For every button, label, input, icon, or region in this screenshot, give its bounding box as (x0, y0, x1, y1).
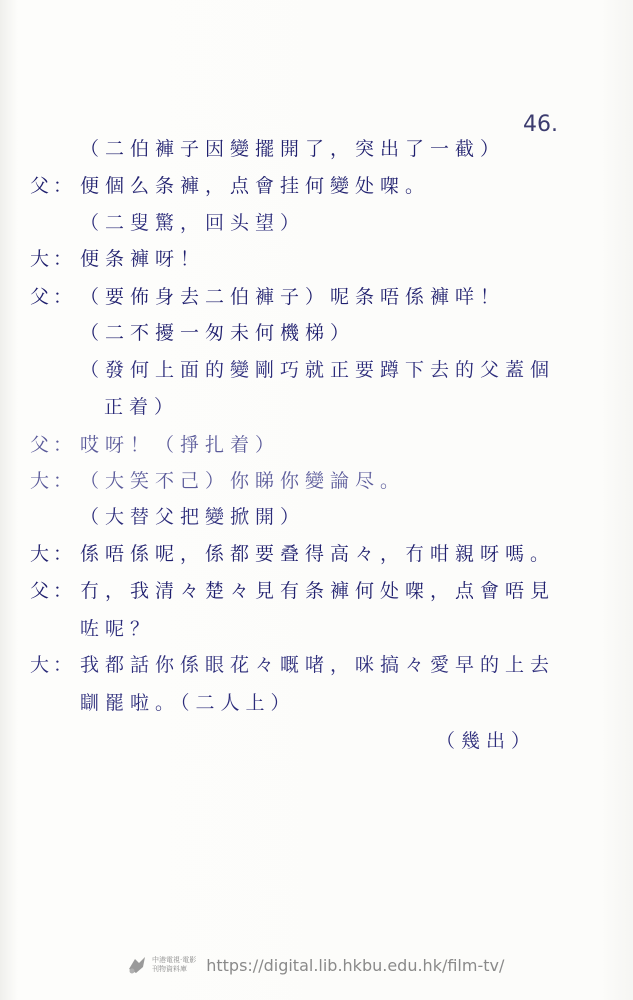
speaker-label: 大： (30, 470, 77, 492)
line-text: 便条褲呀！ (80, 248, 206, 270)
line-text: 係唔係呢，係都要叠得高々，冇咁親呀嗎。 (80, 543, 556, 565)
speaker-label: 大： (30, 248, 77, 270)
line-text: （發何上面的變剛巧就正要蹲下去的父蓋個 (80, 359, 556, 381)
logo-line-2: 刊物資料庫 (152, 965, 187, 973)
line-text: 正着） (104, 396, 180, 418)
library-logo-icon (126, 954, 148, 976)
speaker-label: 大： (30, 543, 77, 565)
line-text: （要佈身去二伯褲子）呢条唔係褲咩！ (80, 286, 506, 308)
speaker-label: 父： (30, 434, 77, 456)
speaker-label: 父： (30, 175, 77, 197)
speaker-label: 父： (30, 580, 77, 602)
library-logo-text (152, 956, 196, 974)
line-text: 便個么条褲，点會挂何變处㗎。 (80, 175, 431, 197)
exit-direction: （幾出） (436, 730, 537, 752)
line-text: （二不擾一匆未何機梯） (80, 322, 356, 344)
line-text: （大替父把變掀開） (80, 506, 306, 528)
line-text: 冇，我清々楚々見有条褲何处㗎，点會唔見 (80, 580, 556, 602)
line-text: 瞓罷啦。（二人上） (80, 692, 296, 714)
footer (126, 950, 504, 980)
logo-line-1: 中港電視‧電影 (152, 956, 197, 964)
page-number: 46. (523, 112, 558, 137)
line-text: （二伯褲子因變擺開了，突出了一截） (80, 138, 506, 160)
footer-url-link[interactable]: https://digital.lib.hkbu.edu.hk/film-tv/ (206, 955, 505, 975)
line-text: 我都話你係眼花々嘅啫，咪搞々愛早的上去 (80, 654, 556, 676)
line-text: （大笑不己）你睇你變論尽。 (80, 470, 406, 492)
line-text: 哎呀！（掙扎着） (80, 434, 281, 456)
line-text: 咗呢？ (80, 618, 156, 640)
speaker-label: 父： (30, 286, 77, 308)
speaker-label: 大： (30, 654, 77, 676)
line-text: （二叟驚，回头望） (80, 212, 306, 234)
